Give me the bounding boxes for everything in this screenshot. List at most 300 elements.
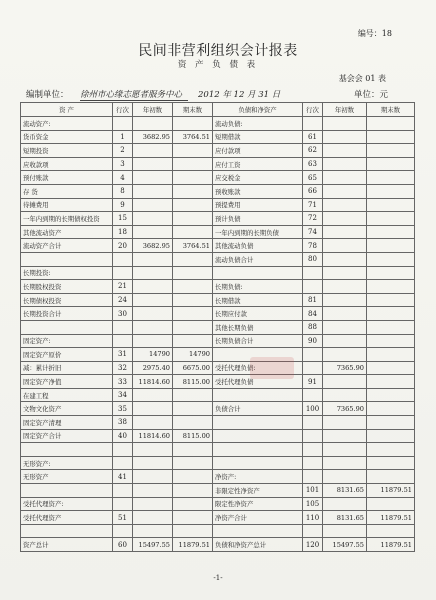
table-cell: 3 [113,157,133,171]
table-cell [213,388,303,402]
table-cell: 长期借款 [213,293,303,307]
table-cell: 91 [303,375,323,389]
table-cell: 66 [303,184,323,198]
table-cell: 11879.51 [173,538,213,552]
table-cell [133,293,173,307]
table-cell: 固定资产合计 [21,429,113,443]
table-cell [323,144,367,158]
table-cell [367,117,415,131]
table-cell [133,388,173,402]
table-cell: 14790 [133,348,173,362]
table-row [21,511,415,525]
table-cell [367,429,415,443]
table-cell: 4 [113,171,133,185]
column-header: 年初数 [133,103,173,117]
table-cell [173,484,213,498]
table-cell [173,443,213,457]
table-cell: 短期投资 [21,144,113,158]
table-cell: 流动资产: [21,117,113,131]
table-cell: 72 [303,212,323,226]
table-cell: 11814.60 [133,429,173,443]
table-cell [133,511,173,525]
table-cell [323,307,367,321]
table-cell [213,266,303,280]
table-cell: 35 [113,402,133,416]
table-cell [323,429,367,443]
table-cell: 长期股权投资 [21,280,113,294]
table-cell [213,456,303,470]
table-cell: 8115.00 [173,375,213,389]
table-cell [303,456,323,470]
table-cell [133,184,173,198]
table-cell [133,307,173,321]
table-cell [113,252,133,266]
table-cell: 11814.60 [133,375,173,389]
table-cell [303,348,323,362]
table-cell: 无形资产 [21,470,113,484]
table-cell: 30 [113,307,133,321]
table-cell [113,117,133,131]
table-cell: 文物文化资产 [21,402,113,416]
table-cell [213,416,303,430]
table-cell [303,266,323,280]
table-cell [323,524,367,538]
table-cell [173,497,213,511]
table-cell [323,456,367,470]
table-cell [303,524,323,538]
unit-value: 徐州市心缘志愿者服务中心 [80,88,188,101]
table-cell: 14790 [173,348,213,362]
table-cell [173,198,213,212]
table-row [21,334,415,348]
table-cell [367,239,415,253]
table-cell: 8115.00 [173,429,213,443]
table-cell: 长期负债: [213,280,303,294]
currency-unit: 单位：元 [353,90,388,100]
table-cell [303,416,323,430]
table-cell [133,524,173,538]
table-cell: 长期投资合计 [21,307,113,321]
table-cell [133,320,173,334]
table-header-row [21,103,415,117]
table-row [21,416,415,430]
column-header: 负债和净资产 [213,103,303,117]
table-cell [173,157,213,171]
table-cell [367,320,415,334]
table-cell [173,280,213,294]
table-cell [133,212,173,226]
table-cell: 110 [303,511,323,525]
table-cell [213,524,303,538]
table-cell: 65 [303,171,323,185]
table-cell [367,375,415,389]
table-cell [323,293,367,307]
table-cell [323,212,367,226]
table-cell [303,443,323,457]
table-cell [323,320,367,334]
table-cell [173,184,213,198]
table-cell [133,225,173,239]
report-subtitle: 资 产 负 债 表 [177,60,259,70]
table-cell: 待摊费用 [21,198,113,212]
table-cell: 18 [113,225,133,239]
table-cell [323,348,367,362]
table-cell: 8131.65 [323,511,367,525]
column-header: 年初数 [323,103,367,117]
table-cell [173,320,213,334]
table-cell [367,388,415,402]
table-row [21,252,415,266]
table-cell: 净资产: [213,470,303,484]
table-cell: 预计负债 [213,212,303,226]
table-cell [173,266,213,280]
table-cell [133,484,173,498]
unit-label: 编制单位： [26,90,69,100]
table-cell [133,198,173,212]
table-cell: 3764.51 [173,130,213,144]
table-cell [323,239,367,253]
table-row [21,470,415,484]
table-cell: 71 [303,198,323,212]
table-cell [303,361,323,375]
table-row [21,375,415,389]
table-cell: 105 [303,497,323,511]
table-cell [367,334,415,348]
table-cell [367,497,415,511]
table-row [21,157,415,171]
table-cell [173,144,213,158]
table-row [21,171,415,185]
table-cell: 11879.51 [367,538,415,552]
table-cell [323,266,367,280]
table-cell: 40 [113,429,133,443]
table-cell: 固定资产净值 [21,375,113,389]
table-cell: 74 [303,225,323,239]
table-cell [173,388,213,402]
table-cell [173,117,213,131]
report-title: 民间非营利组织会计报表 [138,43,298,59]
table-cell: 101 [303,484,323,498]
table-cell [173,252,213,266]
table-cell [173,334,213,348]
table-row [21,184,415,198]
table-cell: 31 [113,348,133,362]
table-cell [303,117,323,131]
table-row [21,348,415,362]
table-cell: 1 [113,130,133,144]
column-header: 行次 [303,103,323,117]
table-cell: 6675.00 [173,361,213,375]
table-cell [173,511,213,525]
table-cell [323,416,367,430]
table-cell: 资产总计 [21,538,113,552]
table-cell: 8131.65 [323,484,367,498]
table-cell [367,443,415,457]
table-cell [367,361,415,375]
column-header: 期末数 [367,103,415,117]
table-row [21,402,415,416]
table-cell [367,348,415,362]
table-cell: 固定资产: [21,334,113,348]
table-cell: 84 [303,307,323,321]
table-cell [367,416,415,430]
table-cell: 存 货 [21,184,113,198]
table-cell: 7365.90 [323,361,367,375]
table-cell: 流动负债合计 [213,252,303,266]
table-cell [323,184,367,198]
table-cell: 受托代理负债 [213,375,303,389]
table-cell: 预收账款 [213,184,303,198]
table-cell: 15497.55 [323,538,367,552]
table-cell: 20 [113,239,133,253]
table-cell: 受托代理资产 [21,511,113,525]
table-cell [323,157,367,171]
table-cell: 41 [113,470,133,484]
table-cell: 3682.95 [133,239,173,253]
column-header: 期末数 [173,103,213,117]
table-cell [323,280,367,294]
table-cell [133,266,173,280]
table-cell: 51 [113,511,133,525]
table-cell: 长期债权投资 [21,293,113,307]
table-row [21,429,415,443]
table-cell: 一年内到期的长期债权投资 [21,212,113,226]
table-cell [113,497,133,511]
table-cell: 在建工程 [21,388,113,402]
table-cell: 32 [113,361,133,375]
table-cell [173,470,213,484]
column-header: 行次 [113,103,133,117]
table-cell [133,252,173,266]
table-cell [367,171,415,185]
table-cell [323,117,367,131]
report-date: 2012 年 12 月 31 日 [198,90,281,100]
table-row [21,117,415,131]
table-cell: 21 [113,280,133,294]
table-cell [133,334,173,348]
table-row [21,524,415,538]
table-cell [133,280,173,294]
table-row [21,144,415,158]
table-row [21,456,415,470]
table-row [21,293,415,307]
table-cell: 34 [113,388,133,402]
table-cell [367,144,415,158]
table-cell: 受托代理负债: [213,361,303,375]
table-cell [367,266,415,280]
table-cell: 长期负债合计 [213,334,303,348]
table-cell [21,443,113,457]
table-row [21,497,415,511]
table-cell: 其他流动资产 [21,225,113,239]
table-cell [21,320,113,334]
table-cell [367,307,415,321]
table-cell: 33 [113,375,133,389]
table-cell: 24 [113,293,133,307]
table-row [21,538,415,552]
table-cell [133,171,173,185]
table-cell: 货币资金 [21,130,113,144]
table-cell [173,293,213,307]
table-cell: 固定资产原价 [21,348,113,362]
table-cell [303,429,323,443]
table-cell [21,484,113,498]
table-cell [133,443,173,457]
table-cell [323,225,367,239]
table-cell [367,157,415,171]
table-cell: 短期借款 [213,130,303,144]
table-cell [323,388,367,402]
table-cell [323,497,367,511]
table-cell [323,171,367,185]
table-cell: 减：累计折旧 [21,361,113,375]
table-cell [173,416,213,430]
table-cell: 应付款项 [213,144,303,158]
table-cell [173,524,213,538]
table-cell [173,171,213,185]
table-row [21,130,415,144]
table-row [21,266,415,280]
table-cell: 15 [113,212,133,226]
table-cell [113,334,133,348]
table-cell [367,225,415,239]
table-cell [133,402,173,416]
table-cell: 流动负债: [213,117,303,131]
table-cell [323,252,367,266]
table-cell [323,470,367,484]
table-cell: 流动资产合计 [21,239,113,253]
table-cell: 90 [303,334,323,348]
table-cell: 应收款项 [21,157,113,171]
table-cell [367,293,415,307]
table-cell: 8 [113,184,133,198]
table-cell: 3682.95 [133,130,173,144]
table-row [21,239,415,253]
serial-number: 编号：18 [357,29,392,38]
table-row [21,212,415,226]
table-cell [213,429,303,443]
table-cell [133,456,173,470]
table-cell [173,212,213,226]
table-cell [367,130,415,144]
table-cell [367,280,415,294]
table-cell: 78 [303,239,323,253]
table-cell: 11879.51 [367,511,415,525]
table-cell: 2975.40 [133,361,173,375]
table-cell: 其他流动负债 [213,239,303,253]
column-header: 资 产 [21,103,113,117]
table-cell [173,402,213,416]
table-cell [367,252,415,266]
table-cell: 固定资产清理 [21,416,113,430]
seal-stamp [250,357,294,379]
table-cell: 一年内到期的长期负债 [213,225,303,239]
table-cell [367,402,415,416]
table-row [21,443,415,457]
table-cell [303,388,323,402]
table-row [21,388,415,402]
table-cell: 2 [113,144,133,158]
table-cell: 60 [113,538,133,552]
table-row [21,198,415,212]
table-cell: 38 [113,416,133,430]
table-cell [323,443,367,457]
table-cell [133,157,173,171]
table-cell: 预提费用 [213,198,303,212]
table-cell: 80 [303,252,323,266]
page-number: -1- [213,574,223,582]
table-cell: 受托代理资产: [21,497,113,511]
table-cell [21,252,113,266]
table-cell: 63 [303,157,323,171]
table-cell: 负债合计 [213,402,303,416]
table-cell [173,307,213,321]
table-cell [303,280,323,294]
table-cell: 120 [303,538,323,552]
table-cell [113,524,133,538]
table-cell: 限定性净资产 [213,497,303,511]
table-cell: 净资产合计 [213,511,303,525]
table-cell [323,334,367,348]
table-row [21,484,415,498]
table-cell [367,198,415,212]
table-cell [133,144,173,158]
table-row [21,307,415,321]
table-cell [367,524,415,538]
table-cell: 11879.51 [367,484,415,498]
table-cell [133,117,173,131]
table-cell [113,456,133,470]
table-cell [133,416,173,430]
table-row [21,320,415,334]
table-cell: 3764.51 [173,239,213,253]
table-cell [367,456,415,470]
table-cell [173,456,213,470]
table-row [21,361,415,375]
table-cell [323,198,367,212]
table-cell [303,470,323,484]
table-cell: 无形资产: [21,456,113,470]
table-cell [367,212,415,226]
table-cell [133,497,173,511]
balance-sheet-table [20,102,415,552]
table-cell [323,375,367,389]
table-cell: 62 [303,144,323,158]
table-cell [367,184,415,198]
table-cell: 100 [303,402,323,416]
table-cell: 61 [303,130,323,144]
table-cell: 长期投资: [21,266,113,280]
table-cell [323,130,367,144]
table-row [21,280,415,294]
table-cell [113,443,133,457]
table-cell [113,484,133,498]
table-cell: 7365.90 [323,402,367,416]
table-cell: 其他长期负债 [213,320,303,334]
table-row [21,225,415,239]
table-cell [113,320,133,334]
table-cell: 非限定性净资产 [213,484,303,498]
table-cell [21,524,113,538]
table-cell: 81 [303,293,323,307]
table-cell: 应交税金 [213,171,303,185]
table-cell [113,266,133,280]
table-cell: 应付工资 [213,157,303,171]
table-cell: 负债和净资产总计 [213,538,303,552]
table-cell [213,443,303,457]
table-cell: 15497.55 [133,538,173,552]
table-cell: 9 [113,198,133,212]
